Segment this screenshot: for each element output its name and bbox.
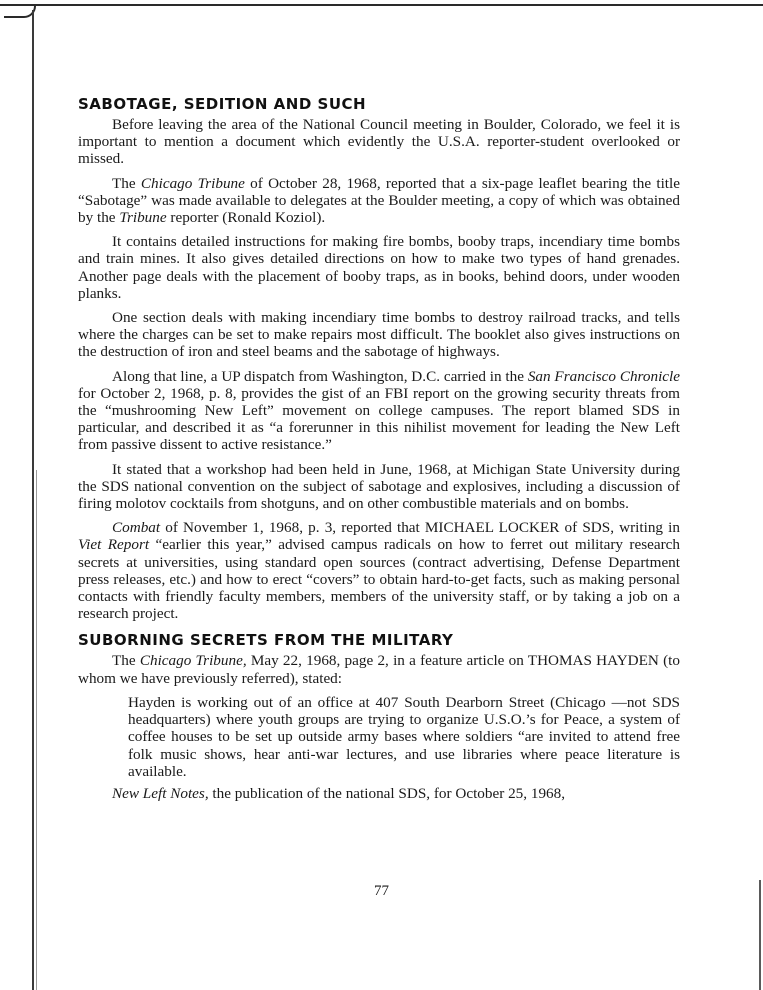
paragraph: Combat of November 1, 1968, p. 3, reported that MICHAEL LOCKER of SDS, writing in Viet Report “earlier this year,” advised campus radicals on how to ferret out military research secrets at universities, using standard open sources (contract advertising, Defense Department press releases, etc.) and how to erect “covers” to obtain hard-to-get facts, such as making personal contacts with friendly faculty members, members of the university staff, or by taking a job on a research project. xyxy=(78,519,680,623)
page-body xyxy=(78,94,680,809)
section-heading-suborning: SUBORNING SECRETS FROM THE MILITARY xyxy=(78,631,454,650)
page-number: 77 xyxy=(374,883,389,899)
section-heading-sabotage: SABOTAGE, SEDITION AND SUCH xyxy=(78,95,367,113)
paragraph: The Chicago Tribune, May 22, 1968, page 2, in a feature article on THOMAS HAYDEN (to whom we have previously referred), stated: xyxy=(78,652,680,687)
paragraph: It contains detailed instructions for making fire bombs, booby traps, incendiary time bombs and train mines. It also gives detailed directions on how to make two types of hand grenades. Another page deals with the placement of booby traps, as in books, behind doors, under wooden planks. xyxy=(78,233,680,302)
paragraph: It stated that a workshop had been held in June, 1968, at Michigan State University during the SDS national convention on the subject of sabotage and explosives, including a discussion of firing molotov cocktails from shotguns, and on other combustible materials and on bombs. xyxy=(78,460,680,513)
paragraph: New Left Notes, the publication of the national SDS, for October 25, 1968, xyxy=(112,784,566,802)
paragraph: The Chicago Tribune of October 28, 1968, reported that a six-page leaflet bearing the title “Sabotage” was made available to delegates at the Boulder meeting, a copy of which was obtained by the Tribune reporter (Ronald Koziol). xyxy=(78,174,680,227)
scan-binding-edge xyxy=(32,10,34,990)
scan-top-edge xyxy=(0,4,763,6)
block-quote: Hayden is working out of an office at 407 South Dearborn Street (Chicago —not SDS headquarters) where youth groups are trying to organize U.S.O.’s for Peace, a system of coffee houses to be set up outside army bases where soldiers “are invited to attend free folk music shows, hear anti-war lectures, and use libraries where peace literature is available. xyxy=(128,693,680,780)
paragraph: Before leaving the area of the National Council meeting in Boulder, Colorado, we feel it is important to mention a document which evidently the U.S.A. reporter-student overlooked or missed. xyxy=(78,116,680,168)
paragraph: Along that line, a UP dispatch from Washington, D.C. carried in the San Francisco Chronicle for October 2, 1968, p. 8, provides the gist of an FBI report on the growing security threats from the “mushrooming New Left” movement on college campuses. The report blamed SDS in particular, and described it as “a forerunner in this nihilist movement for leading the New Left from passive dissent to active resistance.” xyxy=(78,367,680,454)
paragraph: One section deals with making incendiary time bombs to destroy railroad tracks, and tells where the charges can be set to make repairs most difficult. The booklet also gives instructions on the destruction of iron and steel beams and the sabotage of highways. xyxy=(78,309,680,361)
scan-binding-shadow xyxy=(36,470,37,990)
